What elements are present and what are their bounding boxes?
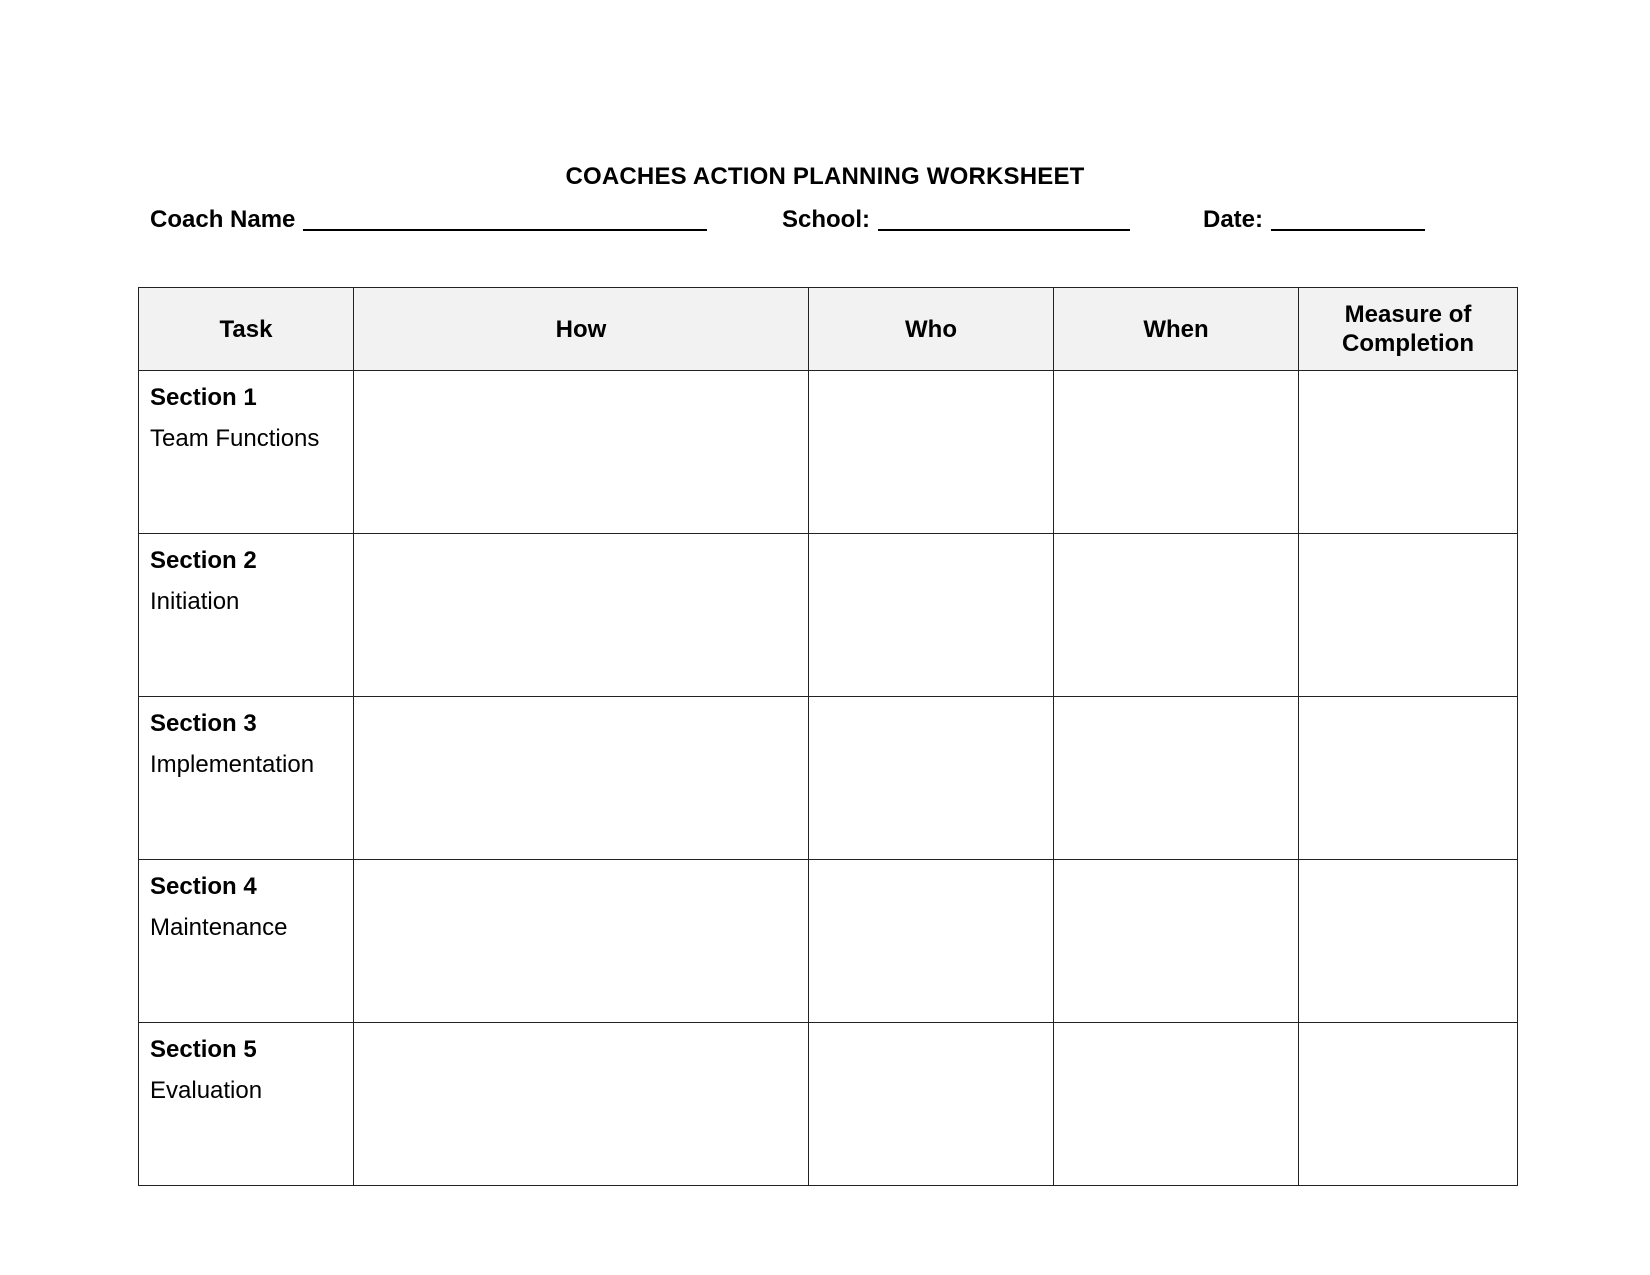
- table-row: [139, 697, 1518, 860]
- action-planning-table: [138, 287, 1518, 1186]
- task-cell: [139, 534, 354, 697]
- measure-cell[interactable]: [1299, 697, 1518, 860]
- date-label: Date:: [1203, 206, 1264, 233]
- date-field: [1203, 205, 1425, 234]
- section-name: Maintenance: [150, 914, 288, 941]
- table-row: [139, 371, 1518, 534]
- school-label: School:: [782, 206, 870, 233]
- section-number: Section 4: [150, 873, 257, 900]
- table-row: [139, 860, 1518, 1023]
- section-name: Initiation: [150, 588, 240, 615]
- how-cell[interactable]: [354, 534, 809, 697]
- when-cell[interactable]: [1054, 697, 1299, 860]
- how-cell[interactable]: [354, 697, 809, 860]
- section-name: Evaluation: [150, 1077, 263, 1104]
- how-cell[interactable]: [354, 1023, 809, 1186]
- when-cell[interactable]: [1054, 371, 1299, 534]
- task-cell: [139, 371, 354, 534]
- worksheet-title: COACHES ACTION PLANNING WORKSHEET: [565, 163, 1085, 190]
- measure-cell[interactable]: [1299, 1023, 1518, 1186]
- section-number: Section 2: [150, 547, 257, 574]
- date-blank[interactable]: [1271, 205, 1425, 231]
- section-number: Section 5: [150, 1036, 257, 1063]
- when-cell[interactable]: [1054, 860, 1299, 1023]
- header-when: When: [1054, 288, 1299, 371]
- measure-cell[interactable]: [1299, 534, 1518, 697]
- who-cell[interactable]: [809, 534, 1054, 697]
- section-name: Team Functions: [150, 425, 320, 452]
- task-cell: [139, 860, 354, 1023]
- header-measure-of-completion: Measure of Completion: [1299, 288, 1518, 371]
- coach-name-blank[interactable]: [303, 205, 707, 231]
- who-cell[interactable]: [809, 860, 1054, 1023]
- how-cell[interactable]: [354, 371, 809, 534]
- section-number: Section 1: [150, 384, 257, 411]
- task-cell: [139, 697, 354, 860]
- school-blank[interactable]: [878, 205, 1130, 231]
- header-how: How: [354, 288, 809, 371]
- who-cell[interactable]: [809, 1023, 1054, 1186]
- school-field: [782, 205, 1130, 234]
- header-who: Who: [809, 288, 1054, 371]
- section-number: Section 3: [150, 710, 257, 737]
- who-cell[interactable]: [809, 371, 1054, 534]
- task-cell: [139, 1023, 354, 1186]
- when-cell[interactable]: [1054, 534, 1299, 697]
- how-cell[interactable]: [354, 860, 809, 1023]
- header-row: [139, 288, 1518, 371]
- coach-name-label: Coach Name: [150, 206, 296, 233]
- table-row: [139, 534, 1518, 697]
- table-row: [139, 1023, 1518, 1186]
- when-cell[interactable]: [1054, 1023, 1299, 1186]
- section-name: Implementation: [150, 751, 315, 778]
- coach-name-field: [150, 205, 707, 234]
- who-cell[interactable]: [809, 697, 1054, 860]
- measure-cell[interactable]: [1299, 371, 1518, 534]
- header-task: Task: [139, 288, 354, 371]
- measure-cell[interactable]: [1299, 860, 1518, 1023]
